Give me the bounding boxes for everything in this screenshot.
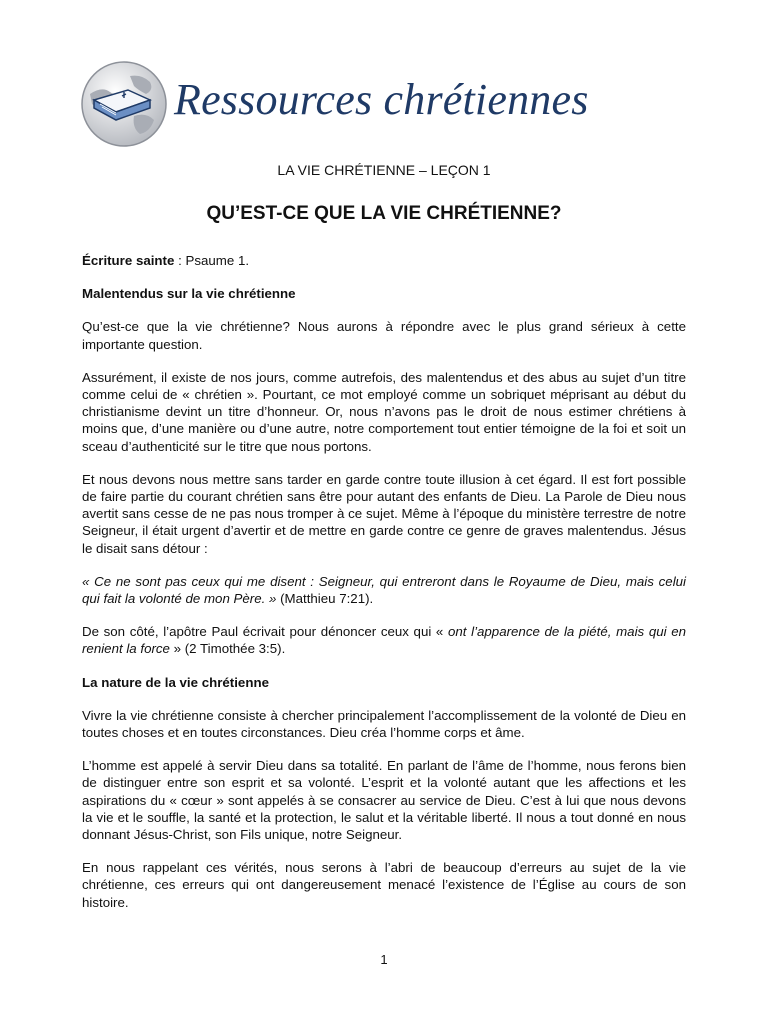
bible-quote: « Ce ne sont pas ceux qui me disent : Seigneur, qui entreront dans le Royaume de Dieu, mais celui qui fait la volonté de mon Père. » <box>82 573 686 607</box>
inline-quote-reference: » (2 Timothée 3:5). <box>169 641 286 657</box>
bible-quote-paragraph <box>82 573 686 607</box>
paragraph: En nous rappelant ces vérités, nous serons à l’abri de beaucoup d’erreurs au sujet de la vie chrétienne, ces erreurs qui ont dangereusement menacé l’existence de l’Église au cours de son histoire. <box>82 860 686 910</box>
lesson-label: LA VIE CHRÉTIENNE – LEÇON 1 <box>277 162 491 178</box>
logo-text: Ressources chrétiennes <box>174 75 589 124</box>
document-body <box>82 252 686 927</box>
section-heading-misunderstandings: Malentendus sur la vie chrétienne <box>82 286 296 302</box>
scripture-label: Écriture sainte <box>82 253 175 268</box>
paragraph: L’homme est appelé à servir Dieu dans sa totalité. En parlant de l’âme de l’homme, nous ferons bien de distinguer entre son esprit et sa volonté. L’esprit et la volonté autant que les affections et les aspirations du « cœur » sont appelés à se consacrer au service de Dieu. C’est à lui que nous devons la vie et le souffle, la santé et la protection, le salut et la véritable liberté. Il nous a tout donné en nous donnant Jésus-Christ, son Fils unique, notre Seigneur. <box>82 758 686 843</box>
site-logo <box>80 60 610 150</box>
inline-quote: ont l’apparence de la piété, mais qui en renient la force <box>82 624 687 657</box>
globe-book-icon <box>80 60 168 148</box>
paragraph: Qu’est-ce que la vie chrétienne? Nous aurons à répondre avec le plus grand sérieux à cette importante question. <box>82 319 686 352</box>
section-heading-nature: La nature de la vie chrétienne <box>82 674 269 690</box>
paragraph: Assurément, il existe de nos jours, comme autrefois, des malentendus et des abus au sujet d’un titre comme celui de « chrétien ». Pourtant, ce mot employé comme un sobriquet méprisant au début du christianisme devint un titre d’honneur. Or, nous n’avons pas le droit de nous estimer chrétiens à moins que, d’une manière ou d’une autre, notre comportement tout entier témoigne de la foi et soit un sceau d’authenticité sur le titre que nous portons. <box>82 369 686 454</box>
bible-quote-reference: (Matthieu 7:21). <box>276 591 374 607</box>
paragraph <box>82 623 686 657</box>
paragraph: Et nous devons nous mettre sans tarder en garde contre toute illusion à cet égard. Il est fort possible de faire partie du courant chrétien sans être pour autant des enfants de Dieu. La Parole de Dieu nous avertit sans cesse de ne pas nous tromper à ce sujet. Même à l’époque du ministère terrestre de notre Seigneur, il était urgent d’avertir et de mettre en garde contre ce genre de graves malentendus. Jésus le disait sans détour : <box>82 471 686 556</box>
paragraph: Vivre la vie chrétienne consiste à chercher principalement l’accomplissement de la volonté de Dieu en toutes choses et en toutes circonstances. Dieu créa l’homme corps et âme. <box>82 707 686 741</box>
page-title: QU’EST-CE QUE LA VIE CHRÉTIENNE? <box>206 203 562 224</box>
scripture-reference: Psaume 1. <box>185 253 250 268</box>
page-number: 1 <box>380 952 388 967</box>
scripture-separator: : <box>174 253 186 268</box>
scripture-line <box>82 252 686 269</box>
paragraph-intro: De son côté, l’apôtre Paul écrivait pour dénoncer ceux qui « <box>82 624 448 640</box>
